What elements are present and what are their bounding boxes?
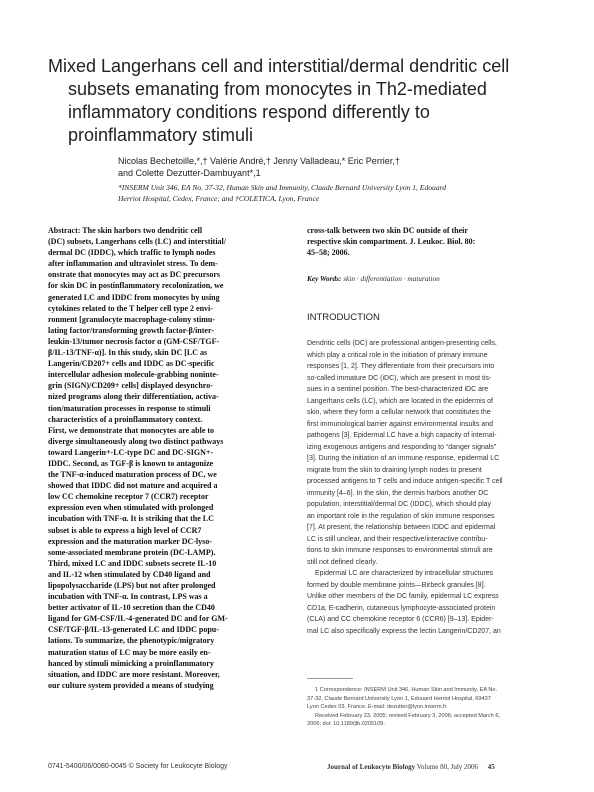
- body-line: processed antigens to T cells and induce antigen-specific T cell: [307, 478, 503, 485]
- abstract-line: nized programs along their differentiation, activa-: [48, 392, 219, 402]
- affiliation-line: Herriot Hospital, Cedex, France; and †COLETICA, Lyon, France: [118, 194, 320, 203]
- keywords-label: Key Words:: [307, 274, 342, 283]
- abstract-line: IDDC. Second, as TGF-β is known to antagonize: [48, 458, 214, 468]
- abstract-line: the TNF-α-induced maturation process of DC, we: [48, 470, 217, 480]
- page-number: 45: [487, 763, 495, 771]
- title-line: inflammatory conditions respond differently to: [68, 102, 430, 122]
- body-line: sues in a sentinel position. The best-characterized iDC are: [307, 386, 489, 393]
- body-line: [7]. At present, the relationship between IDDC and epidermal: [307, 524, 496, 531]
- abstract-line: generated LC and IDDC from monocytes by using: [48, 292, 220, 302]
- abstract-line: Langerin/CD207+ cells and IDDC as DC-specific: [48, 359, 215, 369]
- body-line: Langerhans cells (LC), which are located in the epidermis of: [307, 397, 493, 405]
- abstract-line: toward Langerin+-LC-type DC and DC-SIGN+-: [48, 447, 214, 457]
- abstract-line: incubation with TNF-α. It is striking that the LC: [48, 514, 214, 524]
- body-line: [3]. During the initiation of an immune response, epidermal LC: [307, 455, 500, 462]
- author-line: Nicolas Bechetoille,*,† Valérie André,† Jenny Valladeau,* Eric Perrier,†: [118, 156, 400, 166]
- abstract-line: hanced by stimuli mimicking a proinflammatory: [48, 658, 214, 668]
- abstract-line: low CC chemokine receptor 7 (CCR7) receptor: [48, 492, 209, 502]
- title-line: subsets emanating from monocytes in Th2-mediated: [68, 79, 487, 99]
- running-footer: [327, 762, 495, 772]
- abstract-line: after inflammation and ultraviolet stress. To dem-: [48, 259, 218, 269]
- abstract-line: First, we demonstrate that monocytes are able to: [48, 425, 215, 435]
- abstract-line: onstrate that monocytes may act as DC precursors: [48, 270, 221, 280]
- section-heading: INTRODUCTION: [307, 312, 380, 323]
- body-line: migrate from the skin to draining lymph nodes to present: [307, 466, 482, 474]
- body-line: mal LC also specifically express the lectin Langerin/CD207, an: [307, 627, 501, 635]
- abstract-line: intercellular adhesion molecule-grabbing noninte-: [48, 370, 219, 380]
- abstract-line: expression and the maturation marker DC-lyso-: [48, 536, 212, 546]
- body-line: Dendritic cells (DC) are professional antigen-presenting cells,: [307, 340, 497, 347]
- introduction-body: [307, 338, 552, 637]
- abstract-line: for skin DC in postinflammatory recolonization, we: [48, 281, 224, 291]
- abstract-line: our culture system provided a means of studying: [48, 680, 214, 690]
- author-list: [118, 155, 558, 179]
- footnote-line: 37-32, Claude Bernard University Lyon 1, Edouard Herriot Hospital, 69437: [307, 695, 491, 702]
- abstract-line: diverge simultaneously along two distinct pathways: [48, 436, 224, 446]
- body-line: Unlike other members of the DC family, epidermal LC express: [307, 593, 499, 600]
- journal-name: Journal of Leukocyte Biology: [327, 763, 416, 771]
- body-line: which play a critical role in the initiation of primary immune: [307, 351, 488, 359]
- footnote-line: Lyon Cedex 03, France. E-mail: dezutter@lyon.inserm.fr: [307, 704, 447, 711]
- footnote-line: Received February 23, 2005; revised February 3, 2006; accepted March 6,: [315, 712, 501, 719]
- keywords: [307, 274, 552, 284]
- abstract-line: some-associated membrane protein (DC-LAMP).: [48, 547, 216, 557]
- abstract-line: Abstract: The skin harbors two dendritic cell: [48, 226, 203, 235]
- body-line: immunity [4–6]. In the skin, the dermis harbors another DC: [307, 489, 489, 497]
- keywords-text: skin · differentiation · maturation: [343, 274, 440, 283]
- abstract-line: showed that IDDC did not mature and acquired a: [48, 481, 218, 491]
- affiliation-line: *INSERM Unit 346, EA No. 37-32, Human Skin and Immunity, Claude Bernard University Lyon 1, Edouard: [118, 183, 447, 192]
- body-line: izing exogenous antigens and responding to “danger signals”: [307, 443, 497, 451]
- body-line: an important role in the regulation of skin immune responses: [307, 512, 495, 520]
- body-line: still not defined clearly.: [307, 558, 378, 566]
- abstract: [48, 225, 293, 691]
- abstract-line: dermal DC (IDDC), which traffic to lymph nodes: [48, 248, 216, 258]
- abstract-line: characteristics of a proinflammatory context.: [48, 414, 203, 424]
- footnote: [307, 686, 552, 729]
- title-line: proinflammatory stimuli: [68, 125, 254, 145]
- abstract-line: 45–58; 2006.: [307, 248, 350, 258]
- footnote-divider: [307, 678, 353, 679]
- body-line: (CLA) and CC chemokine receptor 6 (CCR6) [9–13]. Epider-: [307, 616, 494, 623]
- body-line: formed by double membrane joints—Birbeck granules [8].: [307, 581, 486, 589]
- volume-info: Volume 80, July 2006: [416, 763, 479, 771]
- abstract-line: and IL-12 when stimulated by CD40 ligand and: [48, 569, 211, 579]
- abstract-line: lipopolysaccharide (LPS) but not after prolonged: [48, 581, 216, 590]
- abstract-line: leukin-13/tumor necrosis factor α (GM-CSF/TGF-: [48, 336, 220, 346]
- abstract-line: (DC) subsets, Langerhans cells (LC) and interstitial/: [48, 237, 227, 247]
- abstract-line: ronment [granulocyte macrophage-colony stimu-: [48, 314, 216, 324]
- abstract-line: incubation with TNF-α. In contrast, LPS was a: [48, 592, 208, 602]
- author-line: and Colette Dezutter-Dambuyant*,1: [118, 168, 261, 178]
- title-line: Mixed Langerhans cell and interstitial/dermal dendritic cell: [48, 56, 510, 76]
- abstract-line: respective skin compartment. J. Leukoc. Biol. 80:: [307, 237, 476, 247]
- body-line: CD1a, E-cadherin, cutaneous lymphocyte-associated protein: [307, 604, 496, 612]
- body-line: population, interstitial/dermal DC (IDDC), which should play: [307, 501, 492, 508]
- abstract-line: expression even when stimulated with prolonged: [48, 503, 214, 513]
- footnote-line: 2006; doi: 10.1189/jlb.0205109.: [307, 721, 385, 728]
- abstract-line: Third, mixed LC and IDDC subsets secrete IL-10: [48, 558, 217, 568]
- abstract-line: cross-talk between two skin DC outside of their: [307, 226, 468, 235]
- article-title: [48, 55, 548, 147]
- abstract-line: ligand for GM-CSF/IL-4-generated DC and for GM-: [48, 614, 228, 624]
- abstract-line: grin (SIGN)/CD209+ cells] displayed desynchro-: [48, 381, 213, 391]
- body-line: LC is still unclear, and their respective/interactive contribu-: [307, 535, 488, 543]
- abstract-line: situation, and IDDC are more resistant. Moreover,: [48, 669, 220, 679]
- body-line: pathogens [3]. Epidermal LC have a high capacity of internal-: [307, 432, 497, 439]
- abstract-continuation: [307, 225, 552, 258]
- abstract-line: subset is able to express a high level of CCR7: [48, 525, 202, 535]
- body-line: so-called immature DC (iDC), which are present in most tis-: [307, 374, 492, 382]
- abstract-line: CSF/TGF-β/IL-13-generated LC and IDDC popu-: [48, 625, 219, 635]
- body-line: responses [1, 2]. They differentiate from their precursors into: [307, 363, 495, 370]
- body-line: Epidermal LC are characterized by intracellular structures: [315, 570, 494, 577]
- abstract-line: β/IL-13/TNF-α)]. In this study, skin DC [LC as: [48, 348, 208, 358]
- abstract-line: better activator of IL-10 secretion than the CD40: [48, 603, 215, 613]
- abstract-line: maturation status of LC may be more easily en-: [48, 647, 211, 657]
- abstract-line: cytokines related to the T helper cell type 2 envi-: [48, 303, 213, 313]
- body-line: skin, where they form a cellular network that constitutes the: [307, 409, 491, 416]
- affiliations: [118, 182, 558, 204]
- copyright-line: 0741-5400/06/0080-0045 © Society for Leukocyte Biology: [48, 763, 228, 770]
- abstract-line: lations. To summarize, the phenotypic/migratory: [48, 636, 215, 646]
- abstract-line: lating factor/transforming growth factor-β/inter-: [48, 325, 214, 335]
- abstract-line: tion/maturation processes in response to stimuli: [48, 403, 211, 413]
- footnote-line: 1 Correspondence: INSERM Unit 346, Human Skin and Immunity, EA No.: [315, 687, 498, 693]
- body-line: first immunological barrier against environmental insults and: [307, 420, 493, 428]
- body-line: tions to skin immune responses to environmental stimuli are: [307, 547, 493, 554]
